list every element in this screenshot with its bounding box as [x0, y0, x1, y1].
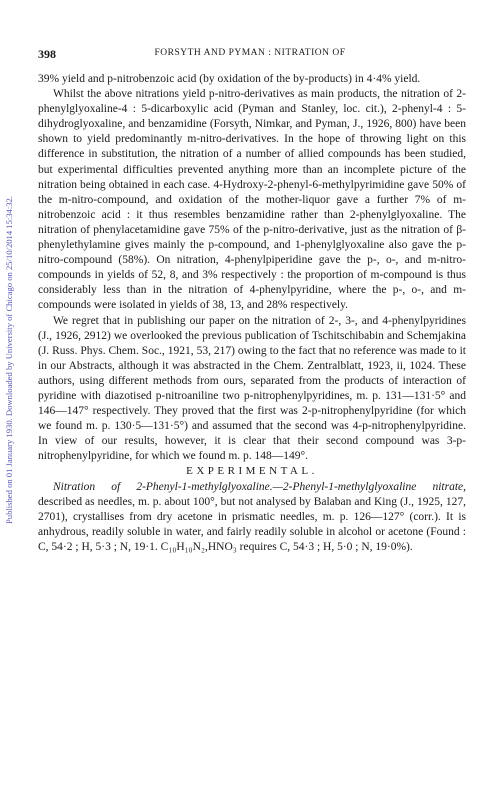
page-header: [38, 47, 462, 61]
paragraph-4-lead: Nitration of 2-Phenyl-1-methylglyoxaline.—2-Phenyl-1-methylglyoxaline nitrate,: [53, 480, 466, 493]
paragraph-2: Whilst the above nitrations yield p-nitro-derivatives as main products, the nitration of 2-phenylglyoxaline-4 : 5-dicarboxylic acid (Pyman and Stanley, loc. cit.), 2-phenyl-4 : 5-dihydroglyoxaline, and benzamidine (Forsyth, Nimkar, and Pyman, J., 1926, 800) have been shown to yield predominantly m-nitro-derivatives. In the hope of throwing light on this difference in substitution, the nitration of a number of allied compounds has been studied, but experimental difficulties prevented anything more than an incomplete picture of the nitration being obtained in each case. 4-Hydroxy-2-phenyl-6-methylpyrimidine gave 50% of the m-nitro-compound, and oxidation of the mother-liquor gave a further 7% of m-nitrobenzoic acid : it thus resembles benzamidine rather than 2-phenylglyoxaline. The nitration of phenylacetamidine gave 75% of the p-nitro-derivative, just as the nitration of β-phenylethylamine gives mainly the p-compound, and 1-phenylglyoxaline also gave the p-nitro-compound (58%). On nitration, 4-phenylpiperidine gave the p-, o-, and m-nitro-compounds in yields of 52, 8, and 3% respectively : the proportion of m-compound is thus considerably less than in the nitration of 4-phenylpyridine, where the p-, o-, and m-compounds were isolated in yields of 38, 13, and 28% respectively.: [38, 88, 466, 312]
running-head: FORSYTH AND PYMAN : NITRATION OF: [154, 48, 346, 58]
paragraph-4-body: described as needles, m. p. about 100°, but not analysed by Balaban and King (J., 1925, 127, 2701), crystallises from dry acetone in prismatic needles, m. p. 126—127° (corr.). It is anhydrous, readily soluble in water, and fairly readily soluble in alcohol or acetone (Found : C, 54·2 ; H, 5·3 ; N, 19·1. C₁₀H₁₀N₂,HNO₃ requires C, 54·3 ; H, 5·0 ; N, 19·0%).: [38, 495, 466, 553]
paragraph-3: We regret that in publishing our paper on the nitration of 2-, 3-, and 4-phenylpyridines (J., 1926, 2912) we overlooked the previous publication of Tschitschibabin and Schemjakina (J. Russ. Phys. Chem. Soc., 1921, 53, 217) owing to the fact that no reference was made to it in our Abstracts, although it was abstracted in the Chem. Zentralblatt, 1923, ii, 1024. These authors, using different methods from ours, separated from the products of interaction of pyridine with diazotised p-nitroaniline two p-nitrophenylpyridines, m. p. 131—131·5° and 146—147° respectively. They proved that the first was 2-p-nitrophenylpyridine (for which we found m. p. 130·5—131·5°) and assumed that the second was 4-p-nitrophenylpyridine. In view of our results, however, it is clear that their second compound was 3-p-nitrophenylpyridine, for which we found m. p. 148—149°.: [38, 314, 466, 463]
page-number: 398: [38, 47, 56, 61]
paragraph-1: 39% yield and p-nitrobenzoic acid (by oxidation of the by-products) in 4·4% yield.: [38, 73, 421, 85]
download-note: Published on 01 January 1930. Downloaded by University of Chicago on 25/10/2014 15:34:32.: [4, 196, 14, 524]
section-heading-experimental: EXPERIMENTAL.: [186, 465, 318, 478]
paragraph-4: [38, 480, 466, 555]
body-text: [38, 72, 466, 555]
download-watermark: [2, 60, 16, 660]
